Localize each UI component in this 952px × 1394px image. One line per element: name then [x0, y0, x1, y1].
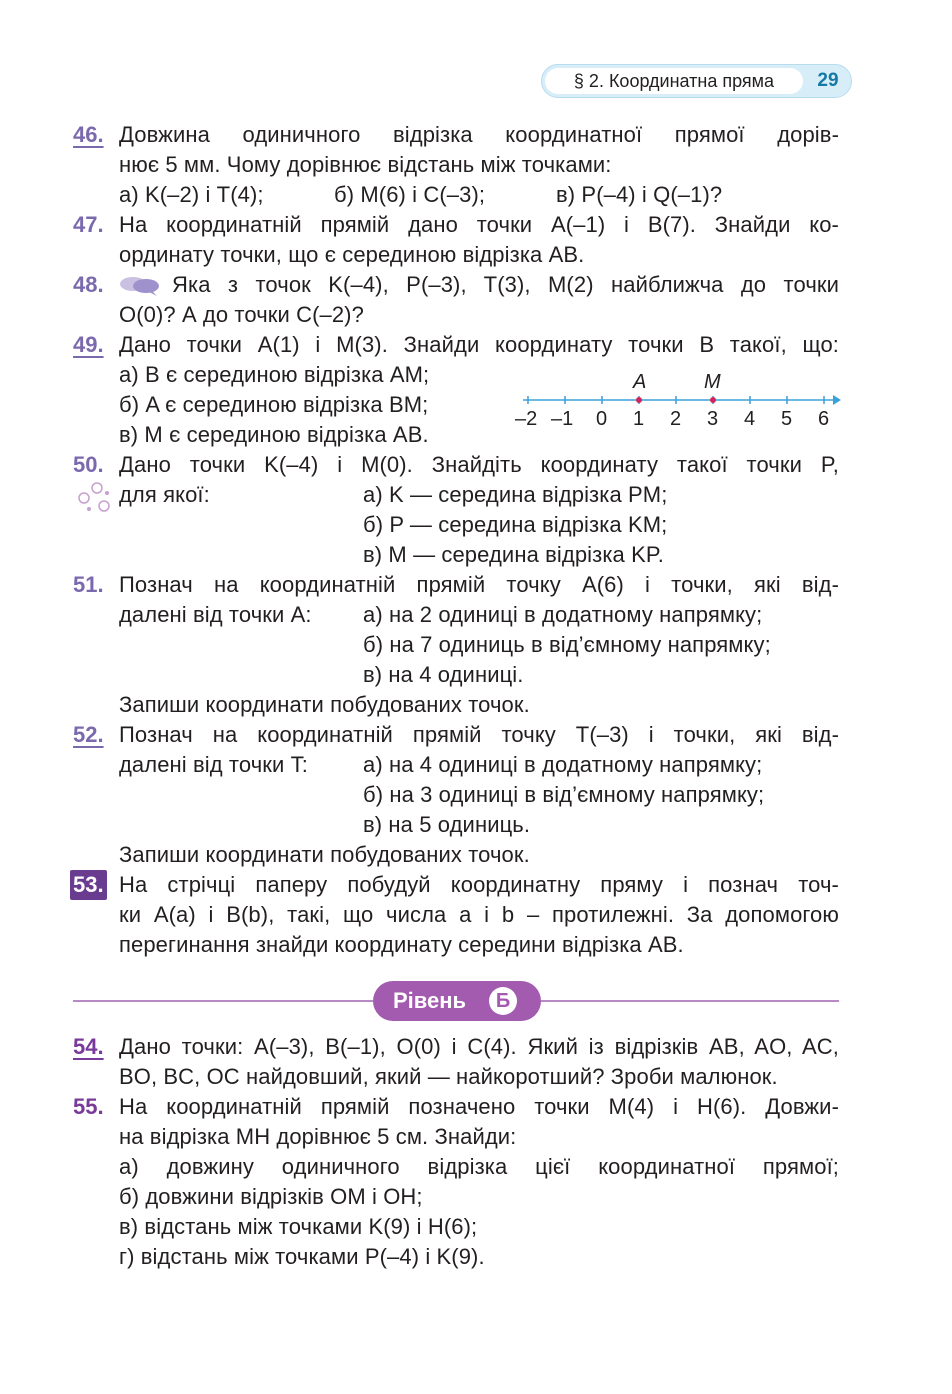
exercise-54-line-1: Дано точки: A(–3), B(–1), O(0) і C(4). Який із відрізків AB, AO, AC,	[119, 1034, 839, 1059]
exercise-49-option-c: в) M є серединою відрізка AB.	[119, 422, 429, 447]
tick-label: 2	[670, 408, 682, 430]
tick-label: 3	[707, 408, 719, 430]
level-divider-left	[73, 1000, 373, 1002]
exercise-51-option-a: а) на 2 одиниці в додатному напрямку;	[363, 602, 763, 627]
page-number: 29	[817, 70, 839, 91]
exercise-number-52: 52.	[73, 722, 104, 747]
exercise-52-option-a: а) на 4 одиниці в додатному напрямку;	[363, 752, 763, 777]
exercise-55-option-a: а) довжину одиничного відрізка цієї координатної прямої;	[119, 1154, 839, 1179]
exercise-55-line-1: На координатній прямій позначено точки M(4) і H(6). Довжи-	[119, 1094, 839, 1119]
exercise-55-line-2: на відрізка MH дорівнює 5 см. Знайди:	[119, 1124, 517, 1149]
exercise-55-option-b: б) довжини відрізків OM і OH;	[119, 1184, 423, 1209]
exercise-52-line-3: Запиши координати побудованих точок.	[119, 842, 530, 867]
exercise-51-option-b: б) на 7 одиниць в від’ємному напрямку;	[363, 632, 771, 657]
exercise-number-55: 55.	[73, 1094, 104, 1119]
exercise-49-option-b: б) A є серединою відрізка BM;	[119, 392, 429, 417]
exercise-52-line-1: Познач на координатній прямій точку T(–3) і точки, які від-	[119, 722, 839, 747]
exercise-47-line-2: ординату точки, що є серединою відрізка AB.	[119, 242, 585, 267]
group-work-icon	[77, 481, 113, 515]
exercise-51-line-3: Запиши координати побудованих точок.	[119, 692, 530, 717]
point-m-marker	[710, 397, 716, 403]
level-badge: Б	[489, 987, 517, 1015]
exercise-48-line-1: Яка з точок K(–4), P(–3), T(3), M(2) найближча до точки	[172, 272, 839, 297]
exercise-50-line-1: Дано точки K(–4) і M(0). Знайдіть координату такої точки P,	[119, 452, 839, 477]
exercise-51-line-1: Познач на координатній прямій точку A(6) і точки, які від-	[119, 572, 839, 597]
tick-label: 1	[633, 408, 645, 430]
exercise-50-option-c: в) M — середина відрізка KP.	[363, 542, 665, 567]
tick-label: –2	[515, 408, 538, 430]
point-a-marker	[636, 397, 642, 403]
exercise-46-line-1: Довжина одиничного відрізка координатної прямої дорів-	[119, 122, 839, 147]
exercise-53-line-3: перегинання знайди координату середини відрізка AB.	[119, 932, 684, 957]
speech-bubbles-icon	[119, 276, 161, 296]
tick-label: –1	[551, 408, 574, 430]
exercise-53-line-1: На стрічці паперу побудуй координатну пряму і познач точ-	[119, 872, 839, 897]
level-label: Рівень	[393, 988, 467, 1013]
exercise-number-54: 54.	[73, 1034, 104, 1059]
exercise-46-option-a: а) K(–2) і T(4);	[119, 182, 264, 207]
exercise-number-46: 46.	[73, 122, 104, 147]
exercise-46-line-2: нює 5 мм. Чому дорівнює відстань між точками:	[119, 152, 612, 177]
exercise-52-line-2: далені від точки T:	[119, 752, 308, 777]
exercise-55-option-c: в) відстань між точками K(9) і H(6);	[119, 1214, 478, 1239]
exercise-number-49: 49.	[73, 332, 104, 357]
exercise-50-line-2: для якої:	[119, 482, 210, 507]
exercise-52-option-c: в) на 5 одиниць.	[363, 812, 531, 837]
exercise-number-53: 53.	[70, 870, 107, 900]
exercise-53-line-2: ки A(a) і B(b), такі, що числа a і b – протилежні. За допомогою	[119, 902, 839, 927]
exercise-number-47: 47.	[73, 212, 104, 237]
exercise-48-line-2: O(0)? А до точки C(–2)?	[119, 302, 364, 327]
exercise-49-option-a: а) B є серединою відрізка AM;	[119, 362, 430, 387]
exercise-51-option-c: в) на 4 одиниці.	[363, 662, 524, 687]
exercise-52-option-b: б) на 3 одиниці в від’ємному напрямку;	[363, 782, 765, 807]
tick-label: 0	[596, 408, 608, 430]
section-title: § 2. Координатна пряма	[545, 68, 803, 94]
exercise-50-option-a: а) K — середина відрізка PM;	[363, 482, 668, 507]
exercise-51-line-2: далені від точки A:	[119, 602, 312, 627]
level-divider-right	[541, 1000, 839, 1002]
exercise-49-line-1: Дано точки A(1) і M(3). Знайди координату точки B такої, що:	[119, 332, 839, 357]
exercise-47-line-1: На координатній прямій дано точки A(–1) і B(7). Знайди ко-	[119, 212, 839, 237]
exercise-number-48: 48.	[73, 272, 104, 297]
exercise-46-option-c: в) P(–4) і Q(–1)?	[556, 182, 723, 207]
point-m-label: M	[704, 371, 721, 393]
tick-label: 4	[744, 408, 756, 430]
exercise-number-51: 51.	[73, 572, 104, 597]
tick-label: 6	[818, 408, 830, 430]
tick-label: 5	[781, 408, 793, 430]
exercise-46-option-b: б) M(6) і C(–3);	[334, 182, 486, 207]
exercise-55-option-d: г) відстань між точками P(–4) і K(9).	[119, 1244, 485, 1269]
exercise-number-50: 50.	[73, 452, 104, 477]
exercise-54-line-2: BO, BC, OC найдовший, який — найкоротший? Зроби малюнок.	[119, 1064, 778, 1089]
point-a-label: A	[633, 371, 647, 393]
exercise-50-option-b: б) P — середина відрізка KM;	[363, 512, 668, 537]
